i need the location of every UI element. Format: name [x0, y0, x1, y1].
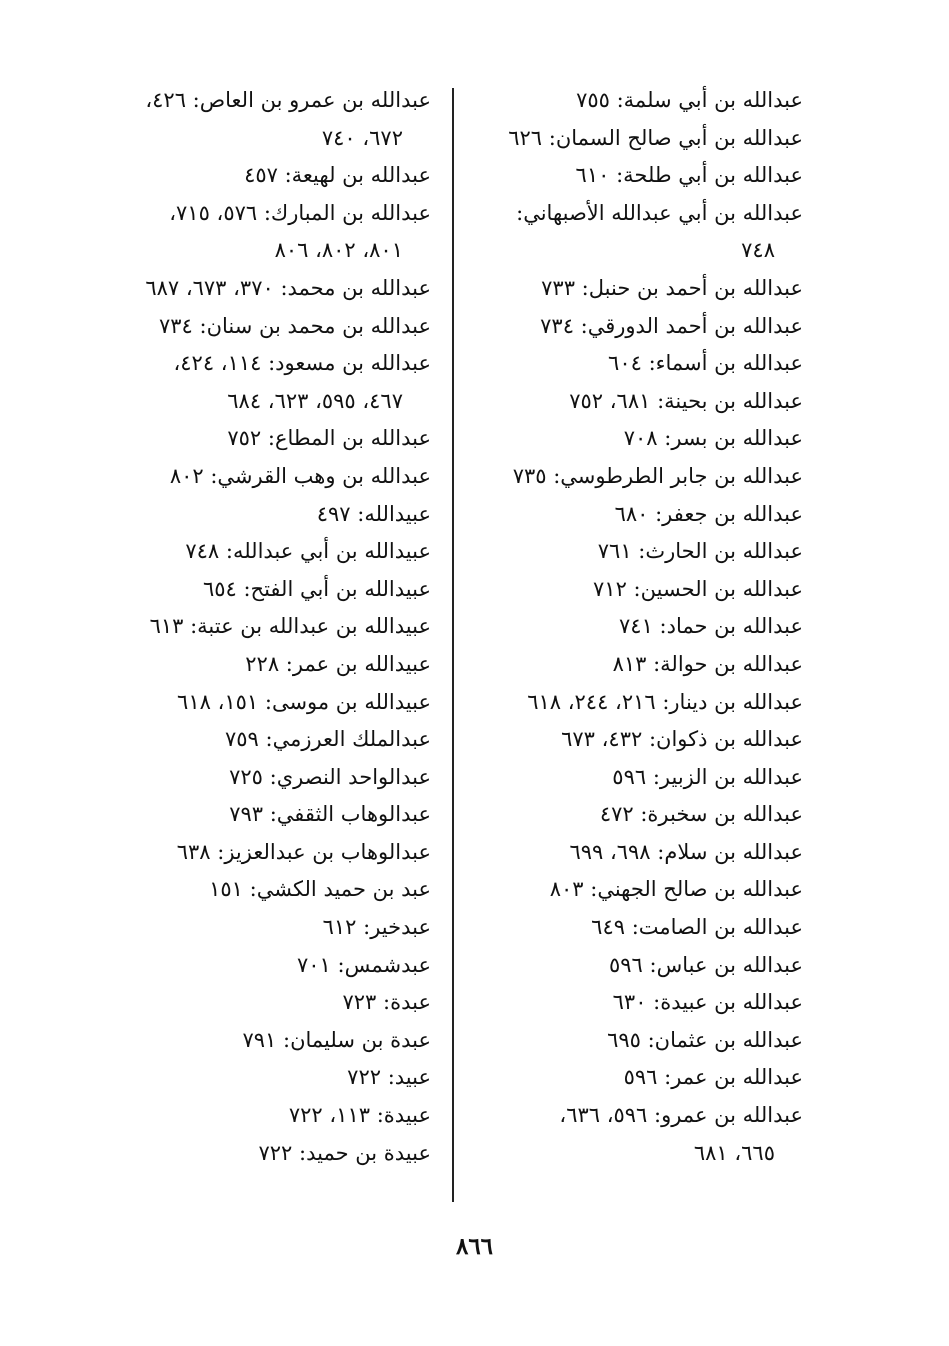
index-entry: عبيدالله بن أبي الفتح: ٦٥٤ [202, 576, 431, 601]
index-entry: عبدالله بن حماد: ٧٤١ [619, 614, 803, 639]
index-entry: عبدالله بن أبي عبدالله الأصبهاني: [516, 200, 803, 225]
index-entry: عبدالله بن جابر الطرطوسي: ٧٣٥ [512, 463, 803, 488]
right-index-column [463, 82, 803, 1172]
index-entry: عبدالله بن عبيدة: ٦٣٠ [612, 990, 803, 1015]
index-entry: عبدالله بن الصامت: ٦٤٩ [591, 915, 803, 940]
index-entry: عبدالوهاب الثقفي: ٧٩٣ [229, 802, 431, 827]
index-entry: عبدالله بن الحارث: ٧٦١ [597, 539, 803, 564]
index-entry: عبدالله بن صالح الجهني: ٨٠٣ [549, 877, 803, 902]
index-entry: عبدشمس: ٧٠١ [297, 952, 431, 977]
index-entry: عبيدالله بن عبدالله بن عتبة: ٦١٣ [149, 614, 431, 639]
index-entry: عبيد: ٧٢٢ [347, 1065, 431, 1090]
index-entry: عبدالله بن حوالة: ٨١٣ [612, 651, 803, 676]
index-entry: عبدخير: ٦١٢ [322, 915, 431, 940]
page-number: ٨٦٦ [455, 1233, 494, 1260]
index-entry: عبدالملك العرزمي: ٧٥٩ [224, 727, 431, 752]
index-entry: عبدالله بن أحمد الدورقي: ٧٣٤ [540, 313, 803, 338]
index-entry-continuation: ٧٤٨ [741, 238, 775, 263]
column-divider [452, 88, 454, 1202]
index-entry: عبدالله بن عباس: ٥٩٦ [608, 952, 803, 977]
index-entry: عبدالله بن أبي طلحة: ٦١٠ [575, 163, 803, 188]
index-entry: عبدالله بن عمرو: ٥٩٦، ٦٣٦، [559, 1103, 803, 1128]
index-entry: عبدالله بن عثمان: ٦٩٥ [607, 1027, 803, 1052]
index-entry: عبدالله بن عمر: ٥٩٦ [623, 1065, 803, 1090]
index-entry: عبدالواحد النصري: ٧٢٥ [229, 764, 431, 789]
index-entry: عبدة: ٧٢٣ [342, 990, 431, 1015]
index-entry: عبدالله بن محمد بن سنان: ٧٣٤ [158, 313, 431, 338]
index-entry: عبدالله بن عمرو بن العاص: ٤٢٦، [145, 88, 431, 112]
index-entry: عبدالله بن سخبرة: ٤٧٢ [599, 802, 803, 827]
index-entry: عبدالله بن مسعود: ١١٤، ٤٢٤، [173, 351, 431, 376]
index-entry: عبيدة بن حميد: ٧٢٢ [258, 1140, 431, 1165]
index-entry: عبيدالله بن عمر: ٢٢٨ [245, 651, 431, 676]
index-entry: عبدالله بن المطاع: ٧٥٢ [227, 426, 431, 451]
index-entry: عبد بن حميد الكشي: ١٥١ [209, 877, 431, 902]
index-entry-continuation: ٦٧٢، ٧٤٠ [321, 125, 403, 150]
index-entry: عبدالله بن بسر: ٧٠٨ [623, 426, 803, 451]
index-entry-continuation: ٦٦٥، ٦٨١ [693, 1140, 775, 1165]
index-entry: عبدالله بن أحمد بن حنبل: ٧٣٣ [541, 275, 803, 300]
left-index-column [101, 82, 431, 1172]
index-entry: عبدة بن سليمان: ٧٩١ [242, 1027, 431, 1052]
index-entry: عبدالله بن أبي صالح السمان: ٦٢٦ [508, 125, 803, 150]
index-entry: عبيدالله بن أبي عبدالله: ٧٤٨ [185, 539, 431, 564]
index-entry-continuation: ٤٦٧، ٥٩٥، ٦٢٣، ٦٨٤ [227, 388, 403, 413]
index-entry: عبدالله بن لهيعة: ٤٥٧ [244, 163, 431, 188]
index-entry: عبدالله بن دينار: ٢١٦، ٢٤٤، ٦١٨ [527, 689, 803, 714]
index-entry: عبدالله بن ذكوان: ٤٣٢، ٦٧٣ [561, 727, 803, 752]
index-entry: عبيدالله: ٤٩٧ [316, 501, 431, 526]
index-entry: عبدالله بن الحسين: ٧١٢ [593, 576, 803, 601]
index-entry: عبدالله بن جعفر: ٦٨٠ [614, 501, 803, 526]
index-entry: عبدالوهاب بن عبدالعزيز: ٦٣٨ [176, 839, 431, 864]
index-entry: عبدالله بن أسماء: ٦٠٤ [608, 351, 803, 376]
index-entry: عبدالله بن بحينة: ٦٨١، ٧٥٢ [569, 388, 803, 413]
index-entry: عبدالله بن أبي سلمة: ٧٥٥ [576, 88, 803, 112]
index-entry: عبدالله بن محمد: ٣٧٠، ٦٧٣، ٦٨٧ [145, 275, 431, 300]
index-entry: عبدالله بن وهب القرشي: ٨٠٢ [169, 463, 431, 488]
index-entry: عبدالله بن الزبير: ٥٩٦ [612, 764, 803, 789]
index-entry-continuation: ٨٠١، ٨٠٢، ٨٠٦ [274, 238, 403, 263]
index-entry: عبيدالله بن موسى: ١٥١، ٦١٨ [177, 689, 431, 714]
index-entry: عبيدة: ١١٣، ٧٢٢ [288, 1103, 431, 1128]
index-entry: عبدالله بن سلام: ٦٩٨، ٦٩٩ [569, 839, 803, 864]
index-entry: عبدالله بن المبارك: ٥٧٦، ٧١٥، [169, 200, 431, 225]
